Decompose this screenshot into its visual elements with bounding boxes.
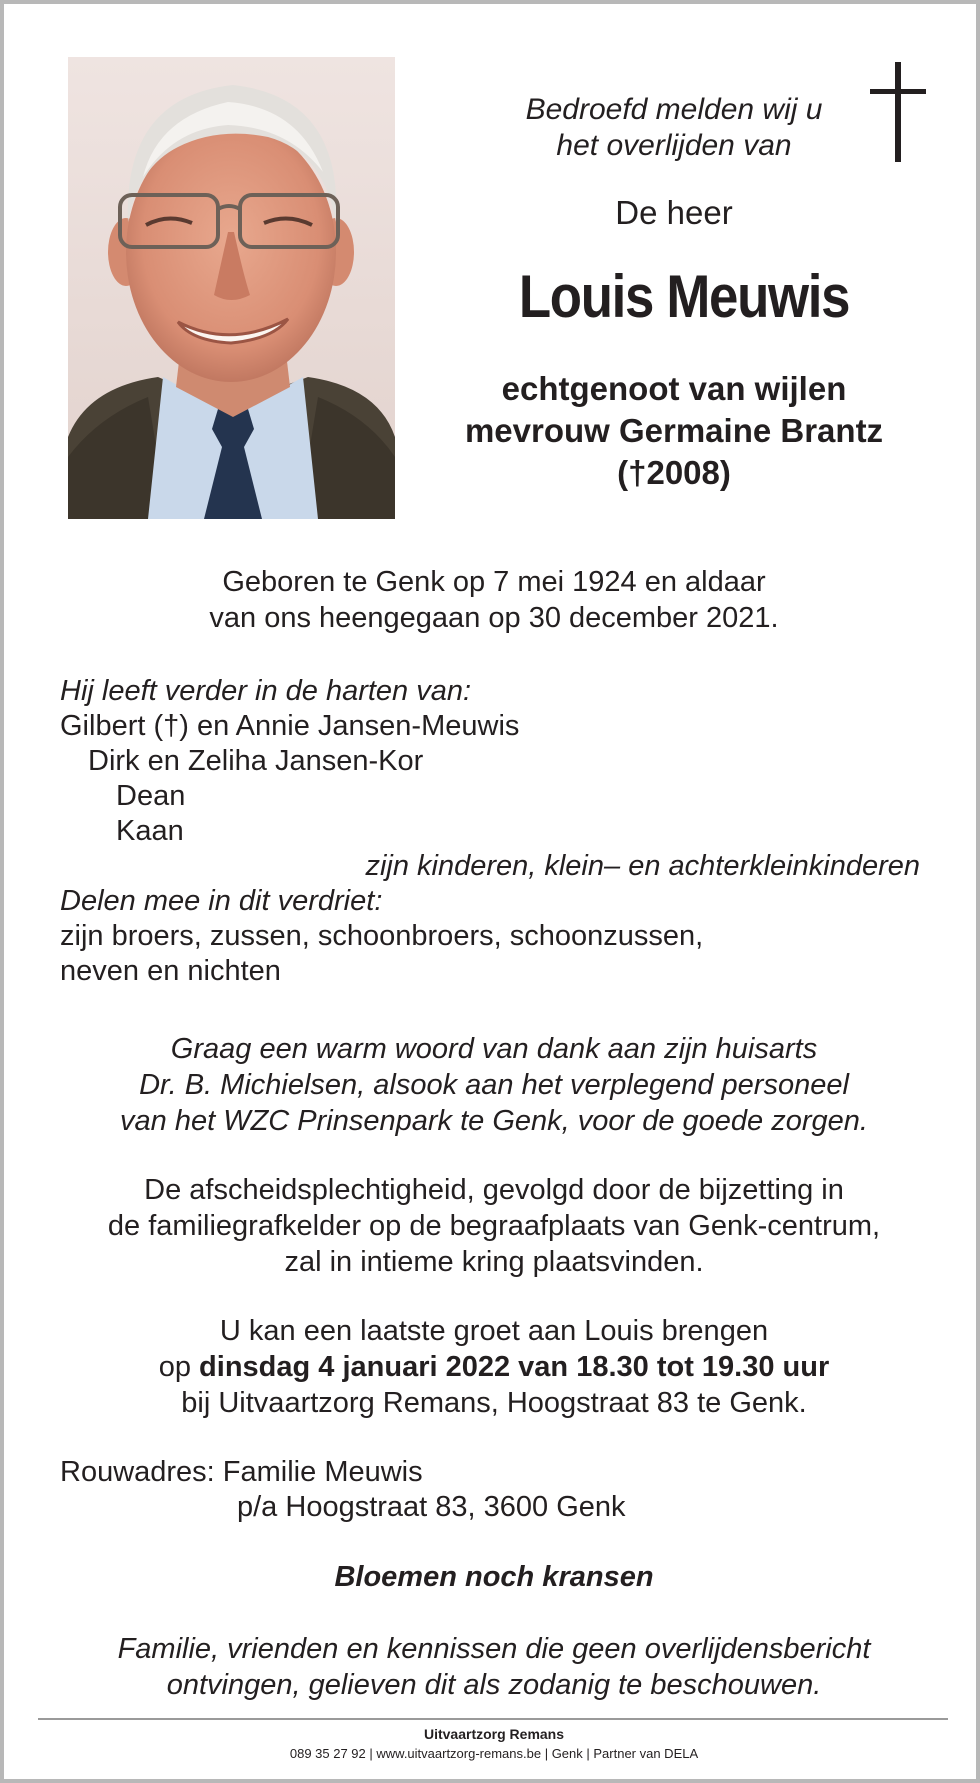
visit-line-3: bij Uitvaartzorg Remans, Hoogstraat 83 te Genk. [181, 1387, 807, 1419]
thanks-line: Dr. B. Michielsen, alsook aan het verplegend personeel [139, 1069, 849, 1101]
intro-line-1: Bedroefd melden wij u [525, 93, 823, 126]
spouse-line-1: echtgenoot van wijlen [501, 370, 847, 407]
footer-divider [38, 1718, 948, 1720]
share-line: zijn broers, zussen, schoonbroers, schoonzussen, [60, 920, 704, 952]
family-line: Dirk en Zeliha Jansen-Kor [88, 745, 424, 777]
honorific: De heer [615, 194, 733, 231]
visit-line-1: U kan een laatste groet aan Louis brengen [219, 1315, 769, 1347]
share-heading: Delen mee in dit verdriet: [60, 885, 383, 917]
thanks-line: van het WZC Prinsenpark te Genk, voor de goede zorgen. [120, 1105, 868, 1137]
family-line: Dean [116, 780, 186, 812]
ceremony-text [34, 1172, 954, 1280]
visit-datetime: dinsdag 4 januari 2022 van 18.30 tot 19.30 uur [199, 1351, 830, 1383]
spouse-line-2: mevrouw Germaine Brantz [464, 412, 884, 449]
family-relation: zijn kinderen, klein– en achterkleinkinderen [365, 850, 920, 882]
family-line: Kaan [116, 815, 184, 847]
closing-line: Familie, vrienden en kennissen die geen overlijdensbericht [117, 1633, 871, 1665]
ceremony-line: De afscheidsplechtigheid, gevolgd door de bijzetting in [144, 1174, 844, 1206]
thanks-line: Graag een warm woord van dank aan zijn huisarts [170, 1033, 818, 1065]
ceremony-line: zal in intieme kring plaatsvinden. [284, 1246, 704, 1278]
birth-line-1: Geboren te Genk op 7 mei 1924 en aldaar [222, 566, 766, 598]
flowers-note: Bloemen noch kransen [334, 1561, 654, 1593]
deceased-name: Louis Meuwis [518, 263, 850, 330]
visit-prefix: op [158, 1351, 191, 1383]
announcement-intro [434, 92, 914, 164]
birth-line-2: van ons heengegaan op 30 december 2021. [209, 602, 779, 634]
closing-line: ontvingen, gelieven dit als zodanig te beschouwen. [166, 1669, 822, 1701]
ceremony-line: de familiegrafkelder op de begraafplaats van Genk-centrum, [107, 1210, 881, 1242]
funeral-home-name: Uitvaartzorg Remans [423, 1726, 565, 1742]
share-line: neven en nichten [60, 955, 281, 987]
mourning-address-street: p/a Hoogstraat 83, 3600 Genk [237, 1491, 626, 1523]
intro-line-2: het overlijden van [556, 129, 792, 162]
birth-death-info [104, 564, 884, 636]
spouse-info [404, 368, 944, 494]
thanks-text [34, 1031, 954, 1139]
visit-line-2 [34, 1349, 954, 1385]
family-heading: Hij leeft verder in de harten van: [60, 675, 472, 707]
closing-note [34, 1631, 954, 1703]
visitation-info [34, 1313, 954, 1421]
mourning-address-label: Rouwadres: Familie Meuwis [60, 1456, 423, 1488]
portrait-photo [68, 57, 395, 519]
family-line: Gilbert (†) en Annie Jansen-Meuwis [60, 710, 520, 742]
funeral-home-contact: 089 35 27 92 | www.uitvaartzorg-remans.be | Genk | Partner van DELA [289, 1746, 699, 1761]
spouse-line-3: (†2008) [617, 454, 731, 491]
